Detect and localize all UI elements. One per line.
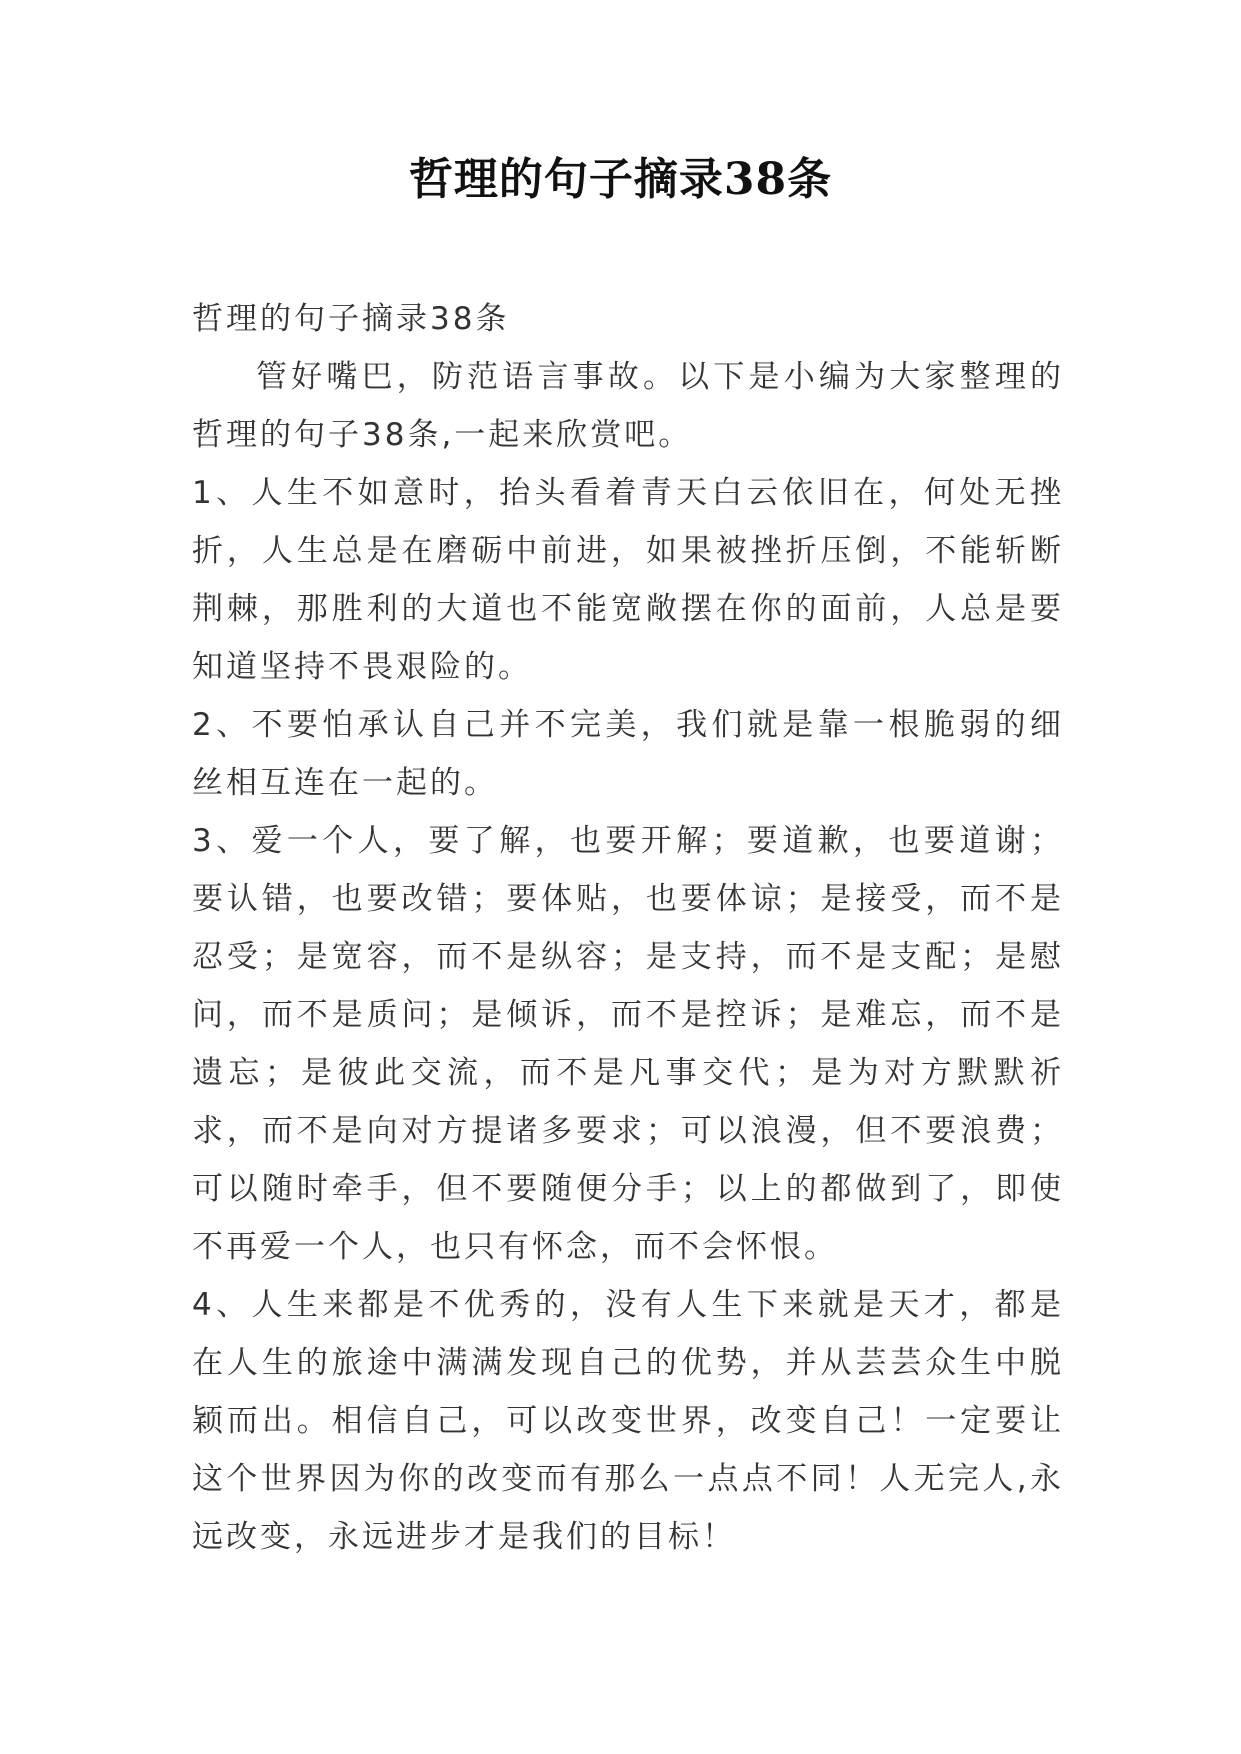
quote-item-2: 2、不要怕承认自己并不完美，我们就是靠一根脆弱的细丝相互连在一起的。 [192, 707, 1064, 801]
document-body [192, 290, 1064, 1566]
intro-paragraph: 管好嘴巴，防范语言事故。以下是小编为大家整理的哲理的句子38条,一起来欣赏吧。 [192, 359, 1064, 453]
quote-item-4: 4、人生来都是不优秀的，没有人生下来就是天才，都是在人生的旅途中满满发现自己的优势，并从芸芸众生中脱颖而出。相信自己，可以改变世界，改变自己！一定要让这个世界因为你的改变而有那么一点点不同！人无完人,永远改变，永远进步才是我们的目标！ [192, 1287, 1064, 1555]
quote-item-3: 3、爱一个人，要了解，也要开解；要道歉，也要道谢；要认错，也要改错；要体贴，也要体谅；是接受，而不是忍受；是宽容，而不是纵容；是支持，而不是支配；是慰问，而不是质问；是倾诉，而不是控诉；是难忘，而不是遗忘；是彼此交流，而不是凡事交代；是为对方默默祈求，而不是向对方提诸多要求；可以浪漫，但不要浪费；可以随时牵手，但不要随便分手；以上的都做到了，即使不再爱一个人，也只有怀念，而不会怀恨。 [192, 823, 1064, 1265]
document-subtitle: 哲理的句子摘录38条 [192, 301, 510, 337]
quote-item-1: 1、人生不如意时，抬头看着青天白云依旧在，何处无挫折，人生总是在磨砺中前进，如果被挫折压倒，不能斩断荆棘，那胜利的大道也不能宽敞摆在你的面前，人总是要知道坚持不畏艰险的。 [192, 475, 1064, 685]
document-title: 哲理的句子摘录38条 [408, 154, 833, 205]
